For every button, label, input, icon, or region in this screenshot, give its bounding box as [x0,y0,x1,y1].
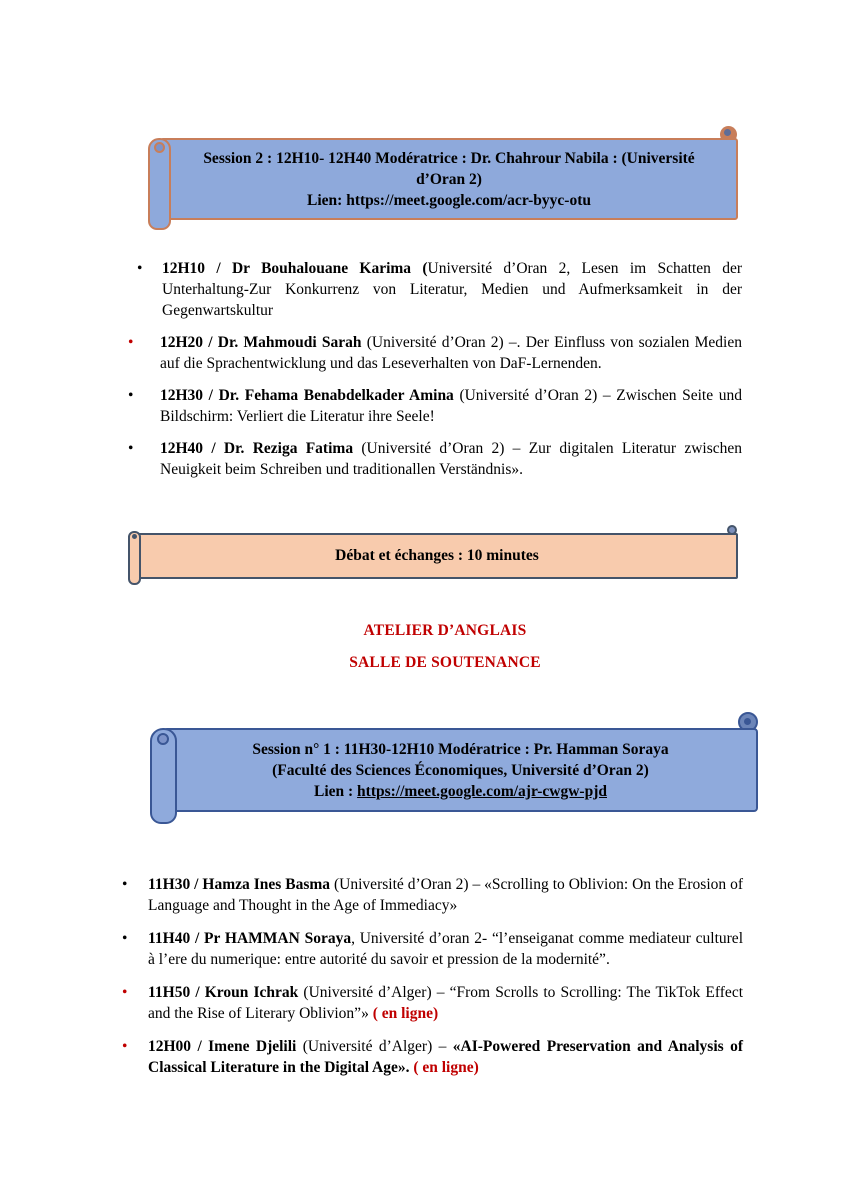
session1-agenda-list [112,874,743,1090]
entry-details: (Université d’Oran 2) – Zur digitalen Literatur zwischen Neuigkeit beim Schreiben und traditionallen Verständnis». [160,440,743,478]
session1-banner-subtitle: (Faculté des Sciences Économiques, Université d’Oran 2) [272,761,649,779]
entry-details: (Université d’Alger) – [296,1038,453,1055]
list-item [112,874,743,916]
debat-label: Débat et échanges : 10 minutes [335,547,539,564]
session1-link-line [165,781,756,802]
entry-time-speaker: 12H20 / Dr. Mahmoudi Sarah [160,334,362,351]
session1-banner [150,712,758,824]
online-badge: ( en ligne) [413,1059,479,1076]
entry-details: Université d’Oran 2, Lesen im Schatten der Unterhaltung-Zur Konkurrenz von Literatur, Medien und Aufmerksamkeit in der Gegenwartskultur [162,260,743,319]
session1-banner-body [163,728,758,812]
list-item [112,1036,743,1078]
list-item [128,385,742,427]
session2-meet-link: Lien: https://meet.google.com/acr-byyc-otu [307,191,591,209]
workshop-room-title: SALLE DE SOUTENANCE [349,654,541,671]
online-badge: ( en ligne) [372,1005,439,1022]
session2-agenda-list [128,258,742,491]
entry-details: (Université d’Oran 2) –. Der Einfluss von sozialen Medien auf die Sprachentwicklung und das Leseverhalten von DaF-Lernenden. [160,334,742,372]
entry-time-speaker: 11H50 / Kroun Ichrak [148,984,299,1001]
entry-details: (Université d’Oran 2) – Zwischen Seite und Bildschirm: Verliert die Literatur ihre Seele! [160,387,742,425]
session2-banner-body [160,138,738,220]
entry-time-speaker: 12H30 / Dr. Fehama Benabdelkader Amina [160,387,454,404]
session1-meet-link[interactable]: https://meet.google.com/ajr-cwgw-pjd [357,782,607,800]
list-item [112,982,743,1024]
scroll-left-curl-icon [148,138,171,230]
list-item [112,928,743,970]
scroll-left-curl-icon [150,728,177,824]
scroll-left-fold-icon [128,531,141,585]
link-prefix-label: Lien : [313,782,358,800]
session1-banner-title: Session n° 1 : 11H30-12H10 Modératrice : Pr. Hamman Soraya [252,740,669,758]
debat-banner [128,525,738,587]
entry-time-speaker: 12H40 / Dr. Reziga Fatima [160,440,354,457]
entry-time-speaker: 11H30 / Hamza Ines Basma [148,876,331,893]
entry-time-speaker: 12H10 / Dr Bouhalouane Karima ( [162,260,428,277]
entry-details: , Université d’oran 2- “l’enseiganat comme mediateur culturel à l’ere du numerique: entre autorité du savoir et pression de la modernité”. [148,930,743,968]
session2-banner [148,126,738,230]
entry-details: (Université d’Alger) – “From Scrolls to Scrolling: The TikTok Effect and the Rise of Literary Oblivion”» [148,984,744,1022]
session2-banner-title: Session 2 : 12H10- 12H40 Modératrice : Dr. Chahrour Nabila : (Université [203,149,695,167]
list-item [128,332,742,374]
session2-banner-title-cont: d’Oran 2) [416,170,482,188]
workshop-title: ATELIER D’ANGLAIS [363,622,527,639]
entry-paper-title: «AI-Powered Preservation and Analysis of Classical Literature in the Digital Age». [148,1038,743,1076]
workshop-headings [45,622,843,686]
list-item [128,258,742,321]
entry-time-speaker: 12H00 / Imene Djelili [148,1038,297,1055]
list-item [128,438,742,480]
entry-time-speaker: 11H40 / Pr HAMMAN Soraya [148,930,352,947]
entry-details: (Université d’Oran 2) – «Scrolling to Oblivion: On the Erosion of Language and Thought in the Age of Immediacy» [148,876,744,914]
debat-banner-body [136,533,738,579]
